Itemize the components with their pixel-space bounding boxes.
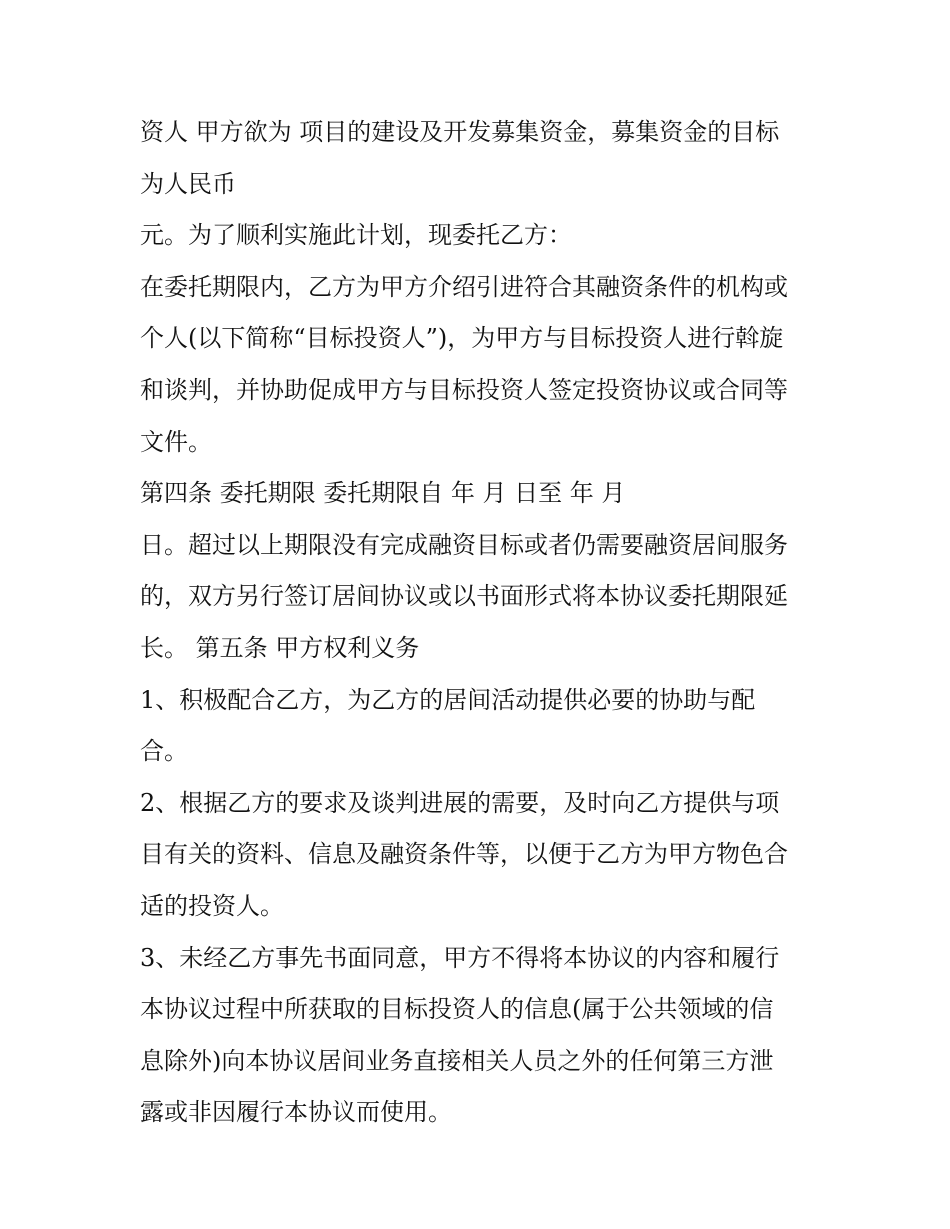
text-line: 息除外)向本协议居间业务直接相关人员之外的任何第三方泄 (140, 1046, 774, 1075)
list-item-line: 2、根据乙方的要求及谈判进展的需要，及时向乙方提供与项 (140, 788, 780, 817)
text-line: 个人(以下简称“目标投资人”)，为甲方与目标投资人进行斡旋 (140, 324, 784, 353)
list-item-line: 1、积极配合乙方，为乙方的居间活动提供必要的协助与配 (140, 685, 756, 714)
article-heading-line: 第四条 委托期限 委托期限自 年 月 日至 年 月 (140, 479, 626, 508)
text-line: 元。为了顺利实施此计划，现委托乙方： (140, 221, 572, 250)
text-line: 文件。 (140, 427, 212, 456)
text-line: 为人民币 (140, 169, 236, 198)
text-line: 目有关的资料、信息及融资条件等，以便于乙方为甲方物色合 (140, 840, 788, 869)
document-body (140, 107, 830, 1139)
text-line: 露或非因履行本协议而使用。 (140, 1098, 452, 1127)
article-heading-line: 长。 第五条 甲方权利义务 (140, 633, 420, 662)
text-line: 合。 (140, 737, 188, 766)
text-line: 适的投资人。 (140, 891, 284, 920)
text-line: 本协议过程中所获取的目标投资人的信息(属于公共领域的信 (140, 995, 774, 1024)
text-line: 日。超过以上期限没有完成融资目标或者仍需要融资居间服务 (140, 530, 788, 559)
text-line: 资人 甲方欲为 项目的建设及开发募集资金，募集资金的目标 (140, 118, 780, 146)
text-line: 和谈判，并协助促成甲方与目标投资人签定投资协议或合同等 (140, 375, 788, 404)
text-line: 的，双方另行签订居间协议或以书面形式将本协议委托期限延 (140, 582, 788, 611)
list-item-line: 3、未经乙方事先书面同意，甲方不得将本协议的内容和履行 (140, 943, 780, 972)
text-line: 在委托期限内，乙方为甲方介绍引进符合其融资条件的机构或 (140, 272, 788, 301)
